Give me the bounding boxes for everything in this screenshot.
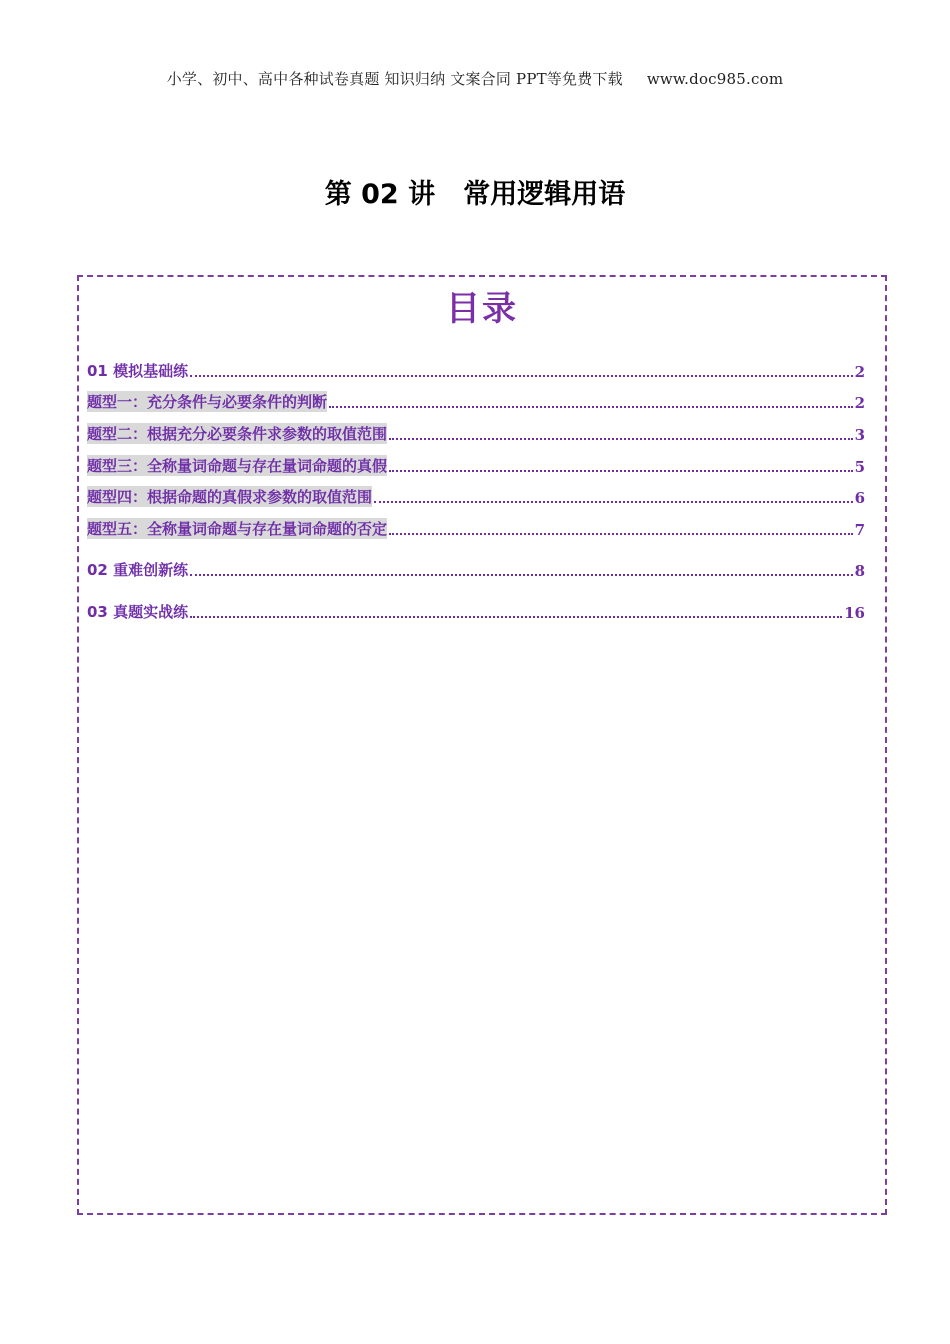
toc-entry-label: 题型五：全称量词命题与存在量词命题的否定 bbox=[87, 520, 388, 538]
toc-leader-dots bbox=[389, 533, 853, 535]
toc-entry-page: 5 bbox=[854, 458, 865, 476]
toc-entry-type-1[interactable] bbox=[87, 390, 865, 412]
toc-entry-type-5[interactable] bbox=[87, 517, 865, 539]
toc-entry-page: 2 bbox=[854, 363, 865, 381]
header-text: 小学、初中、高中各种试卷真题 知识归纳 文案合同 PPT等免费下载 bbox=[166, 70, 623, 88]
toc-entry-type-2[interactable] bbox=[87, 422, 865, 444]
toc-leader-dots bbox=[190, 574, 852, 576]
toc-entry-label: 01 模拟基础练 bbox=[87, 362, 189, 380]
toc-leader-dots bbox=[190, 616, 842, 618]
page-header bbox=[0, 68, 950, 89]
toc-leader-dots bbox=[374, 501, 853, 503]
toc-entry-label: 题型三：全称量词命题与存在量词命题的真假 bbox=[87, 457, 388, 475]
toc-entry-page: 8 bbox=[854, 562, 865, 580]
toc-entry-page: 7 bbox=[854, 521, 865, 539]
page-title: 第 02 讲 常用逻辑用语 bbox=[324, 179, 626, 210]
toc-leader-dots bbox=[389, 470, 853, 472]
toc-entry-section-03[interactable] bbox=[87, 600, 865, 622]
toc-entry-page: 2 bbox=[854, 394, 865, 412]
toc-entry-type-4[interactable] bbox=[87, 485, 865, 507]
toc-leader-dots bbox=[190, 375, 852, 377]
toc-heading: 目录 bbox=[446, 289, 518, 329]
toc-entry-section-02[interactable] bbox=[87, 558, 865, 580]
toc-entry-section-01[interactable] bbox=[87, 359, 865, 381]
toc-entry-type-3[interactable] bbox=[87, 454, 865, 476]
toc-leader-dots bbox=[329, 406, 853, 408]
toc-entry-label: 题型二：根据充分必要条件求参数的取值范围 bbox=[87, 425, 388, 443]
toc-entry-page: 6 bbox=[854, 489, 865, 507]
toc-entry-label: 02 重难创新练 bbox=[87, 561, 189, 579]
toc-entry-label: 题型一：充分条件与必要条件的判断 bbox=[87, 393, 328, 411]
toc-box bbox=[77, 275, 887, 1215]
header-site[interactable]: www.doc985.com bbox=[646, 70, 784, 88]
toc-entry-label: 03 真题实战练 bbox=[87, 603, 189, 621]
toc-entry-label: 题型四：根据命题的真假求参数的取值范围 bbox=[87, 488, 373, 506]
toc-entry-page: 3 bbox=[854, 426, 865, 444]
toc-entry-page: 16 bbox=[844, 604, 865, 622]
toc-leader-dots bbox=[389, 438, 853, 440]
